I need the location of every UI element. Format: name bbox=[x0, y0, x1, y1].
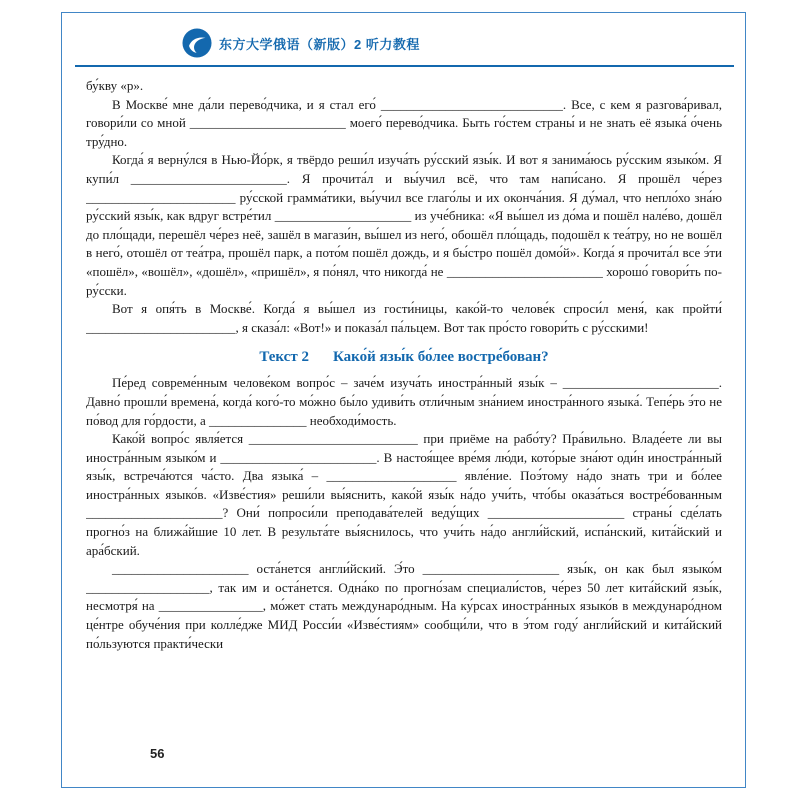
paragraph-job-question: Како́й вопро́с явля́ется __________________________ при приёме на рабо́ту? Пра́вильно. Владе́ете ли вы иностра́нным языко́м и ________________________. В настоя́щее вре́мя лю́ди, кото́рые зна́ют оди́н иностра́нный язы́к, встреча́ются ча́сто. Два языка́ – ____________________ явле́ние. Поэ́тому на́до знать три и бо́лее иностра́нных языко́в. «Изве́стия» реши́ли вы́яснить, како́й язы́к на́до учи́ть, что́бы оказа́ться востре́бованным _____________________? Они́ попроси́ли преподава́телей веду́щих _____________________ страны́ сде́лать прогно́з на ближа́йшие 10 лет. В результа́те вы́яснилось, что учи́ть на́до англи́йский, испа́нский, кита́йский и ара́бский. bbox=[86, 431, 722, 558]
paragraph-carryover: бу́кву «р». bbox=[86, 78, 144, 93]
paragraph-modern-person: Пе́ред совреме́нным челове́ком вопро́с – заче́м изуча́ть иностра́нный язы́к – ________________________. Давно́ прошли́ времена́, когда́ кого́-то мо́жно бы́ло удиви́ть отли́чным зна́нием иностра́нного языка́. Тепе́рь э́то не по́вод для го́рдости, а _______________ необходи́мость. bbox=[86, 375, 722, 428]
paragraph-interpreter: В Москве́ мне да́ли перево́дчика, и я стал его́ ____________________________. Все, с кем я разгова́ривал, говори́ли со мной ________________________ моего́ перево́дчика. Быть го́стем страны́ и не знать её языка́ о́чень тру́дно. bbox=[86, 96, 722, 149]
page-number: 56 bbox=[150, 746, 165, 761]
section-heading bbox=[86, 346, 722, 368]
book-title: 东方大学俄语（新版）2 听力教程 bbox=[219, 36, 420, 52]
page-header bbox=[62, 25, 745, 61]
page-content bbox=[86, 77, 722, 735]
paragraph-new-york: Когда́ я верну́лся в Нью-Йо́рк, я твёрдо реши́л изуча́ть ру́сский язы́к. И вот я занима́юсь ру́сским языко́м. Я купи́л ________________________. Я прочита́л и вы́учил всё, что там напи́сано. Я прошёл че́рез _______________________ ру́сской грамма́тики, вы́учил все глаго́лы и их оконча́ния. Я ду́мал, что непло́хо зна́ю ру́сский язы́к, как вдруг встре́тил _____________________ из уче́бника: «Я вы́шел из до́ма и пошёл нале́во, дошёл до пло́щади, перешёл че́рез неё, зашёл в магази́н, вы́шел из него́, обошёл пло́щадь, подошёл к теа́тру, но не вошёл в него́, отошёл от теа́тра, прошёл парк, а пото́м пошёл дождь, и я бы́стро пошёл домо́й». Когда́ я прочита́л все э́ти «пошёл», «вошёл», «дошёл», «пришёл», я по́нял, что никогда́ не ________________________ хорошо́ говори́ть по-ру́сски. bbox=[86, 152, 722, 298]
section-label: Текст 2 bbox=[259, 349, 309, 366]
section-title: Како́й язы́к бо́лее востре́бован? bbox=[332, 349, 549, 366]
paragraph-moscow-again: Вот я опя́ть в Москве́. Когда́ я вы́шел из гости́ницы, како́й-то челове́к спроси́л меня́, как пройти́ _______________________, я сказа́л: «Вот!» и показа́л па́льцем. Вот так про́сто говори́ть с ру́сскими! bbox=[86, 301, 722, 335]
page-border-frame bbox=[61, 12, 746, 788]
header-divider bbox=[75, 65, 734, 67]
paragraph-english-remains: _____________________ оста́нется англи́йский. Э́то _____________________ язы́к, он как был языко́м ___________________, так им и оста́нется. Одна́ко по прогно́зам специали́стов, че́рез 50 лет кита́йский язы́к, несмотря́ на ________________, мо́жет стать междунаро́дным. На ку́рсах иностра́нных языко́в в междунаро́дном це́нтре обуче́ния при колле́дже МИД Росси́и «Изве́стиям» сообщи́ли, что в э́том году́ англи́йский и кита́йский по́льзуются практи́чески bbox=[86, 561, 722, 651]
publisher-logo-icon bbox=[182, 28, 212, 58]
